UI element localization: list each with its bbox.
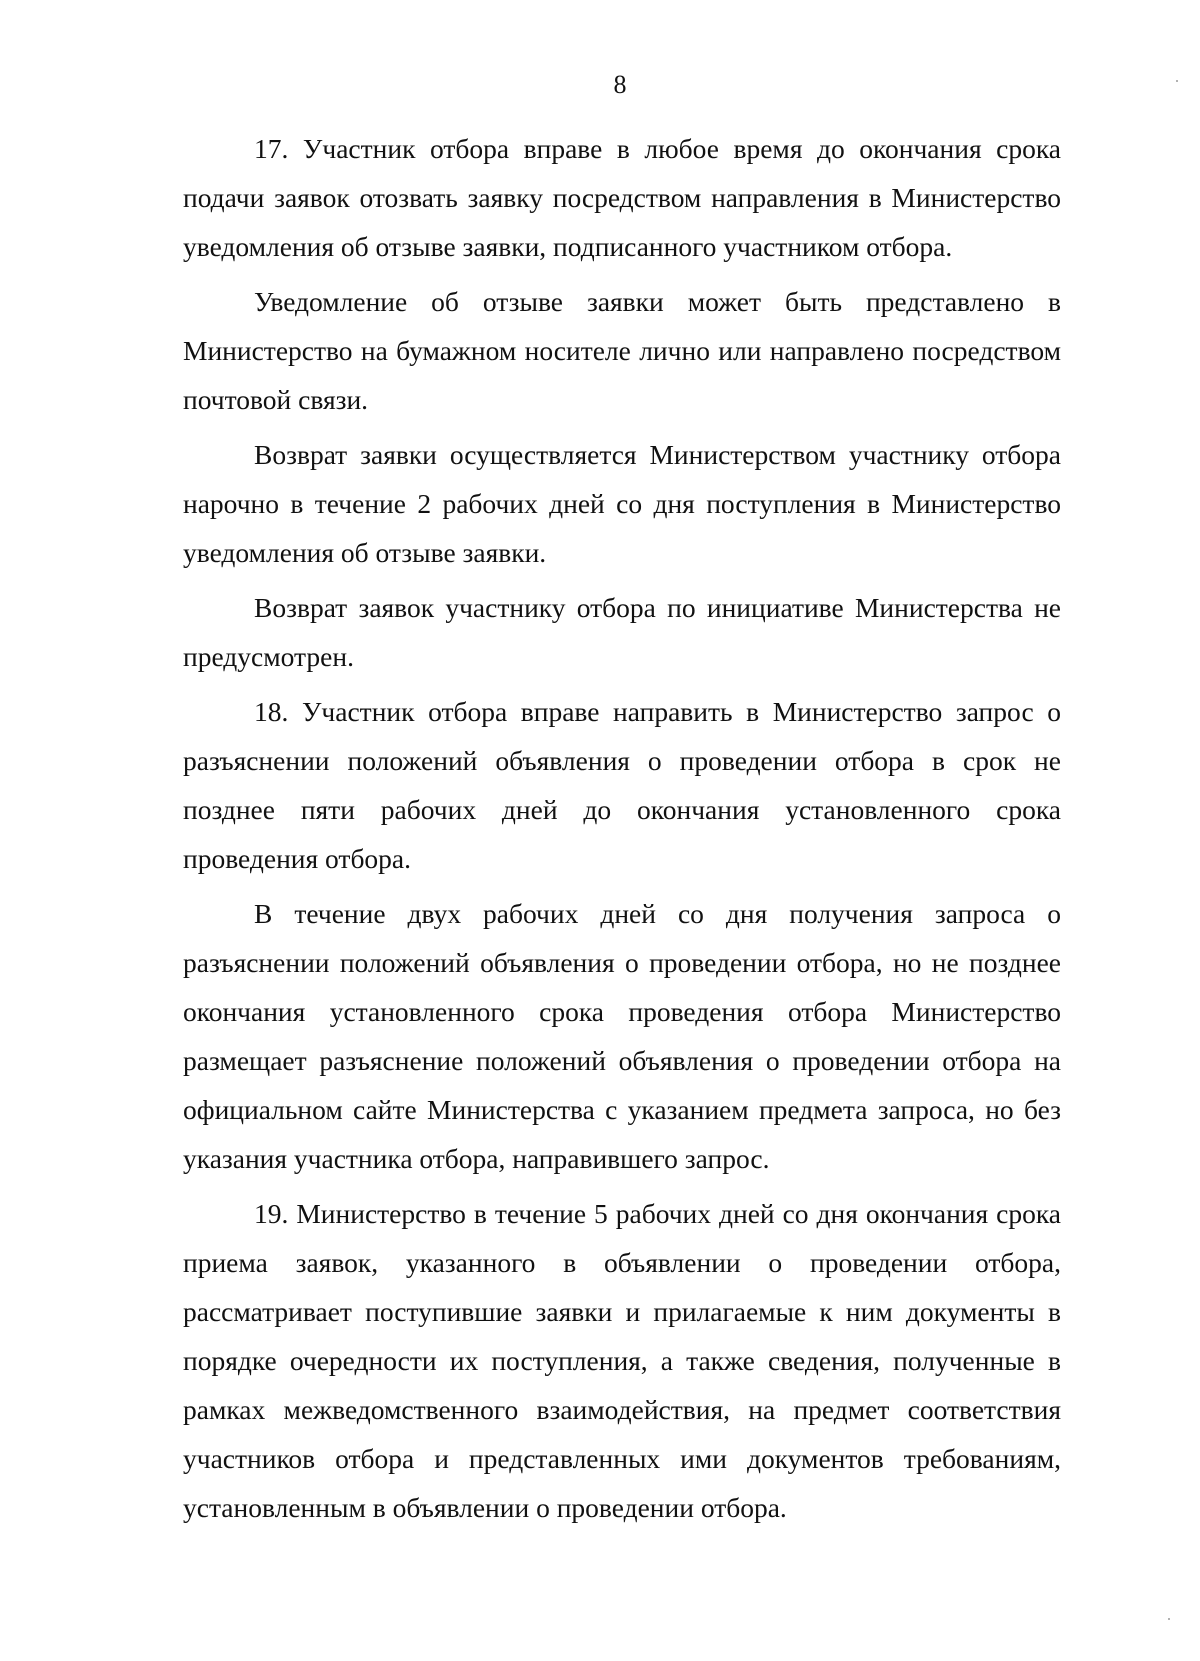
- paragraph-17-withdrawal: 17. Участник отбора вправе в любое время до окончания срока подачи заявок отозвать заявку посредством направления в Министерство уведомления об отзыве заявки, подписанного участником отбора.: [183, 133, 1061, 262]
- paragraph-19-review: 19. Министерство в течение 5 рабочих дней со дня окончания срока приема заявок, указанного в объявлении о проведении отбора, рассматривает поступившие заявки и прилагаемые к ним документы в порядке очередности их поступления, а также сведения, полученные в рамках межведомственного взаимодействия, на предмет соответствия участников отбора и представленных ими документов требованиям, установленным в объявлении о проведении отбора.: [183, 1198, 1061, 1523]
- paragraph-no-return-by-ministry: Возврат заявок участнику отбора по инициативе Министерства не предусмотрен.: [183, 592, 1061, 672]
- page-number: 8: [613, 70, 627, 99]
- document-body: [183, 124, 1061, 1538]
- paragraph-18-clarification-request: 18. Участник отбора вправе направить в Министерство запрос о разъяснении положений объявления о проведении отбора в срок не позднее пяти рабочих дней до окончания установленного срока проведения отбора.: [183, 696, 1061, 874]
- scan-speck: [1176, 80, 1178, 82]
- paragraph-withdrawal-notice: Уведомление об отзыве заявки может быть представлено в Министерство на бумажном носителе лично или направлено посредством почтовой связи.: [183, 286, 1061, 415]
- paragraph-return-of-application: Возврат заявки осуществляется Министерством участнику отбора нарочно в течение 2 рабочих дней со дня поступления в Министерство уведомления об отзыве заявки.: [183, 439, 1061, 568]
- paragraph-clarification-publication: В течение двух рабочих дней со дня получения запроса о разъяснении положений объявления о проведении отбора, но не позднее окончания установленного срока проведения отбора Министерство размещает разъяснение положений объявления о проведении отбора на официальном сайте Министерства с указанием предмета запроса, но без указания участника отбора, направившего запрос.: [183, 898, 1061, 1174]
- scan-speck: [1168, 1618, 1170, 1620]
